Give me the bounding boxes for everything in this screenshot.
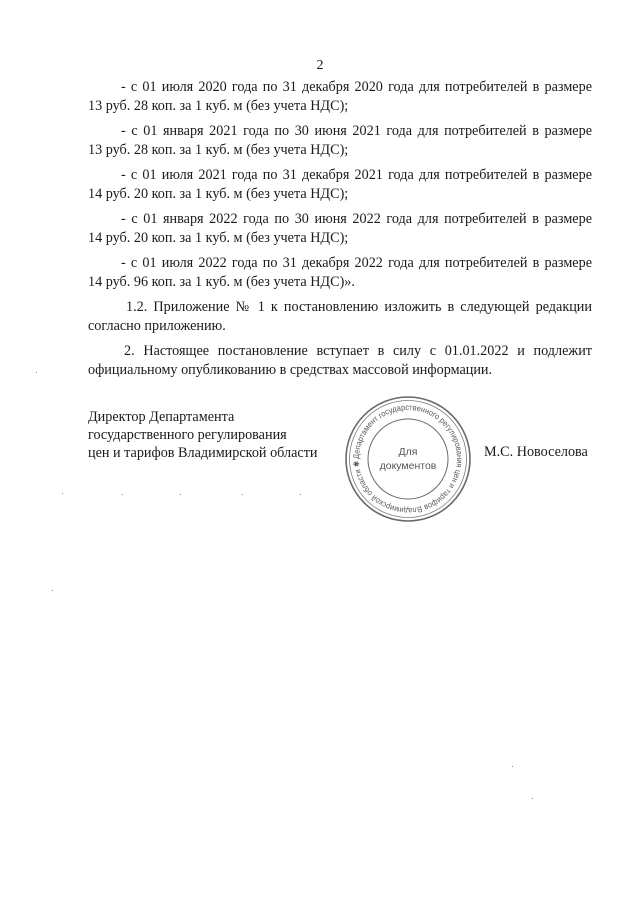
paragraph-line: 14 руб. 20 коп. за 1 куб. м (без учета НДС); [88,186,349,202]
scan-speck [122,494,123,495]
stamp-outer-ring [346,397,470,521]
scan-speck [532,798,533,799]
clause-1-2 [88,298,592,336]
scan-speck [180,494,181,495]
document-body [88,78,592,386]
stamp-graphic [343,394,473,524]
position-line: государственного регулирования [88,427,287,443]
paragraph-line: - с 01 января 2021 года по 30 июня 2021 года для потребителей в размере [121,123,592,139]
scan-speck [36,372,37,373]
tariff-period-2022-h1 [88,210,592,248]
paragraph-line: официальному опубликованию в средствах массовой информации. [88,362,493,378]
scan-speck [62,493,63,494]
signatory-name: М.С. Новоселова [484,444,588,460]
page-number: 2 [316,58,324,73]
tariff-period-2021-h2 [88,166,592,204]
paragraph-line: 13 руб. 28 коп. за 1 куб. м (без учета НДС); [88,98,349,114]
scan-speck [512,766,513,767]
stamp-center-line2: документов [379,460,437,472]
stamp-outer-ring-inner [350,401,467,518]
paragraph-line: 14 руб. 20 коп. за 1 куб. м (без учета НДС); [88,230,349,246]
scan-speck [300,494,301,495]
tariff-period-2021-h1 [88,122,592,160]
paragraph-line: - с 01 июля 2020 года по 31 декабря 2020 года для потребителей в размере [121,79,592,95]
stamp-ring-text: Департамент государственного регулирования цен и тарифов Владимирской области ✱ [351,402,465,516]
tariff-period-2022-h2 [88,254,592,292]
signatory-position [88,408,318,462]
clause-2 [88,342,592,380]
paragraph-line: - с 01 июля 2021 года по 31 декабря 2021 года для потребителей в размере [121,167,592,183]
paragraph-line: 13 руб. 28 коп. за 1 куб. м (без учета НДС); [88,142,349,158]
position-line: цен и тарифов Владимирской области [88,445,318,461]
scan-speck [242,494,243,495]
official-stamp [343,394,473,524]
paragraph-line: 1.2. Приложение № 1 к постановлению изложить в следующей редакции [126,299,592,315]
stamp-center-line1: Для [398,446,418,458]
tariff-period-2020-h2 [88,78,592,116]
paragraph-line: 2. Настоящее постановление вступает в силу с 01.01.2022 и подлежит [124,343,592,359]
stamp-inner-ring [368,419,448,499]
paragraph-line: - с 01 января 2022 года по 30 июня 2022 года для потребителей в размере [121,211,592,227]
paragraph-line: 14 руб. 96 коп. за 1 куб. м (без учета НДС)». [88,274,355,290]
paragraph-line: - с 01 июля 2022 года по 31 декабря 2022 года для потребителей в размере [121,255,592,271]
paragraph-line: согласно приложению. [88,318,226,334]
position-line: Директор Департамента [88,409,235,425]
scan-speck [52,590,53,591]
